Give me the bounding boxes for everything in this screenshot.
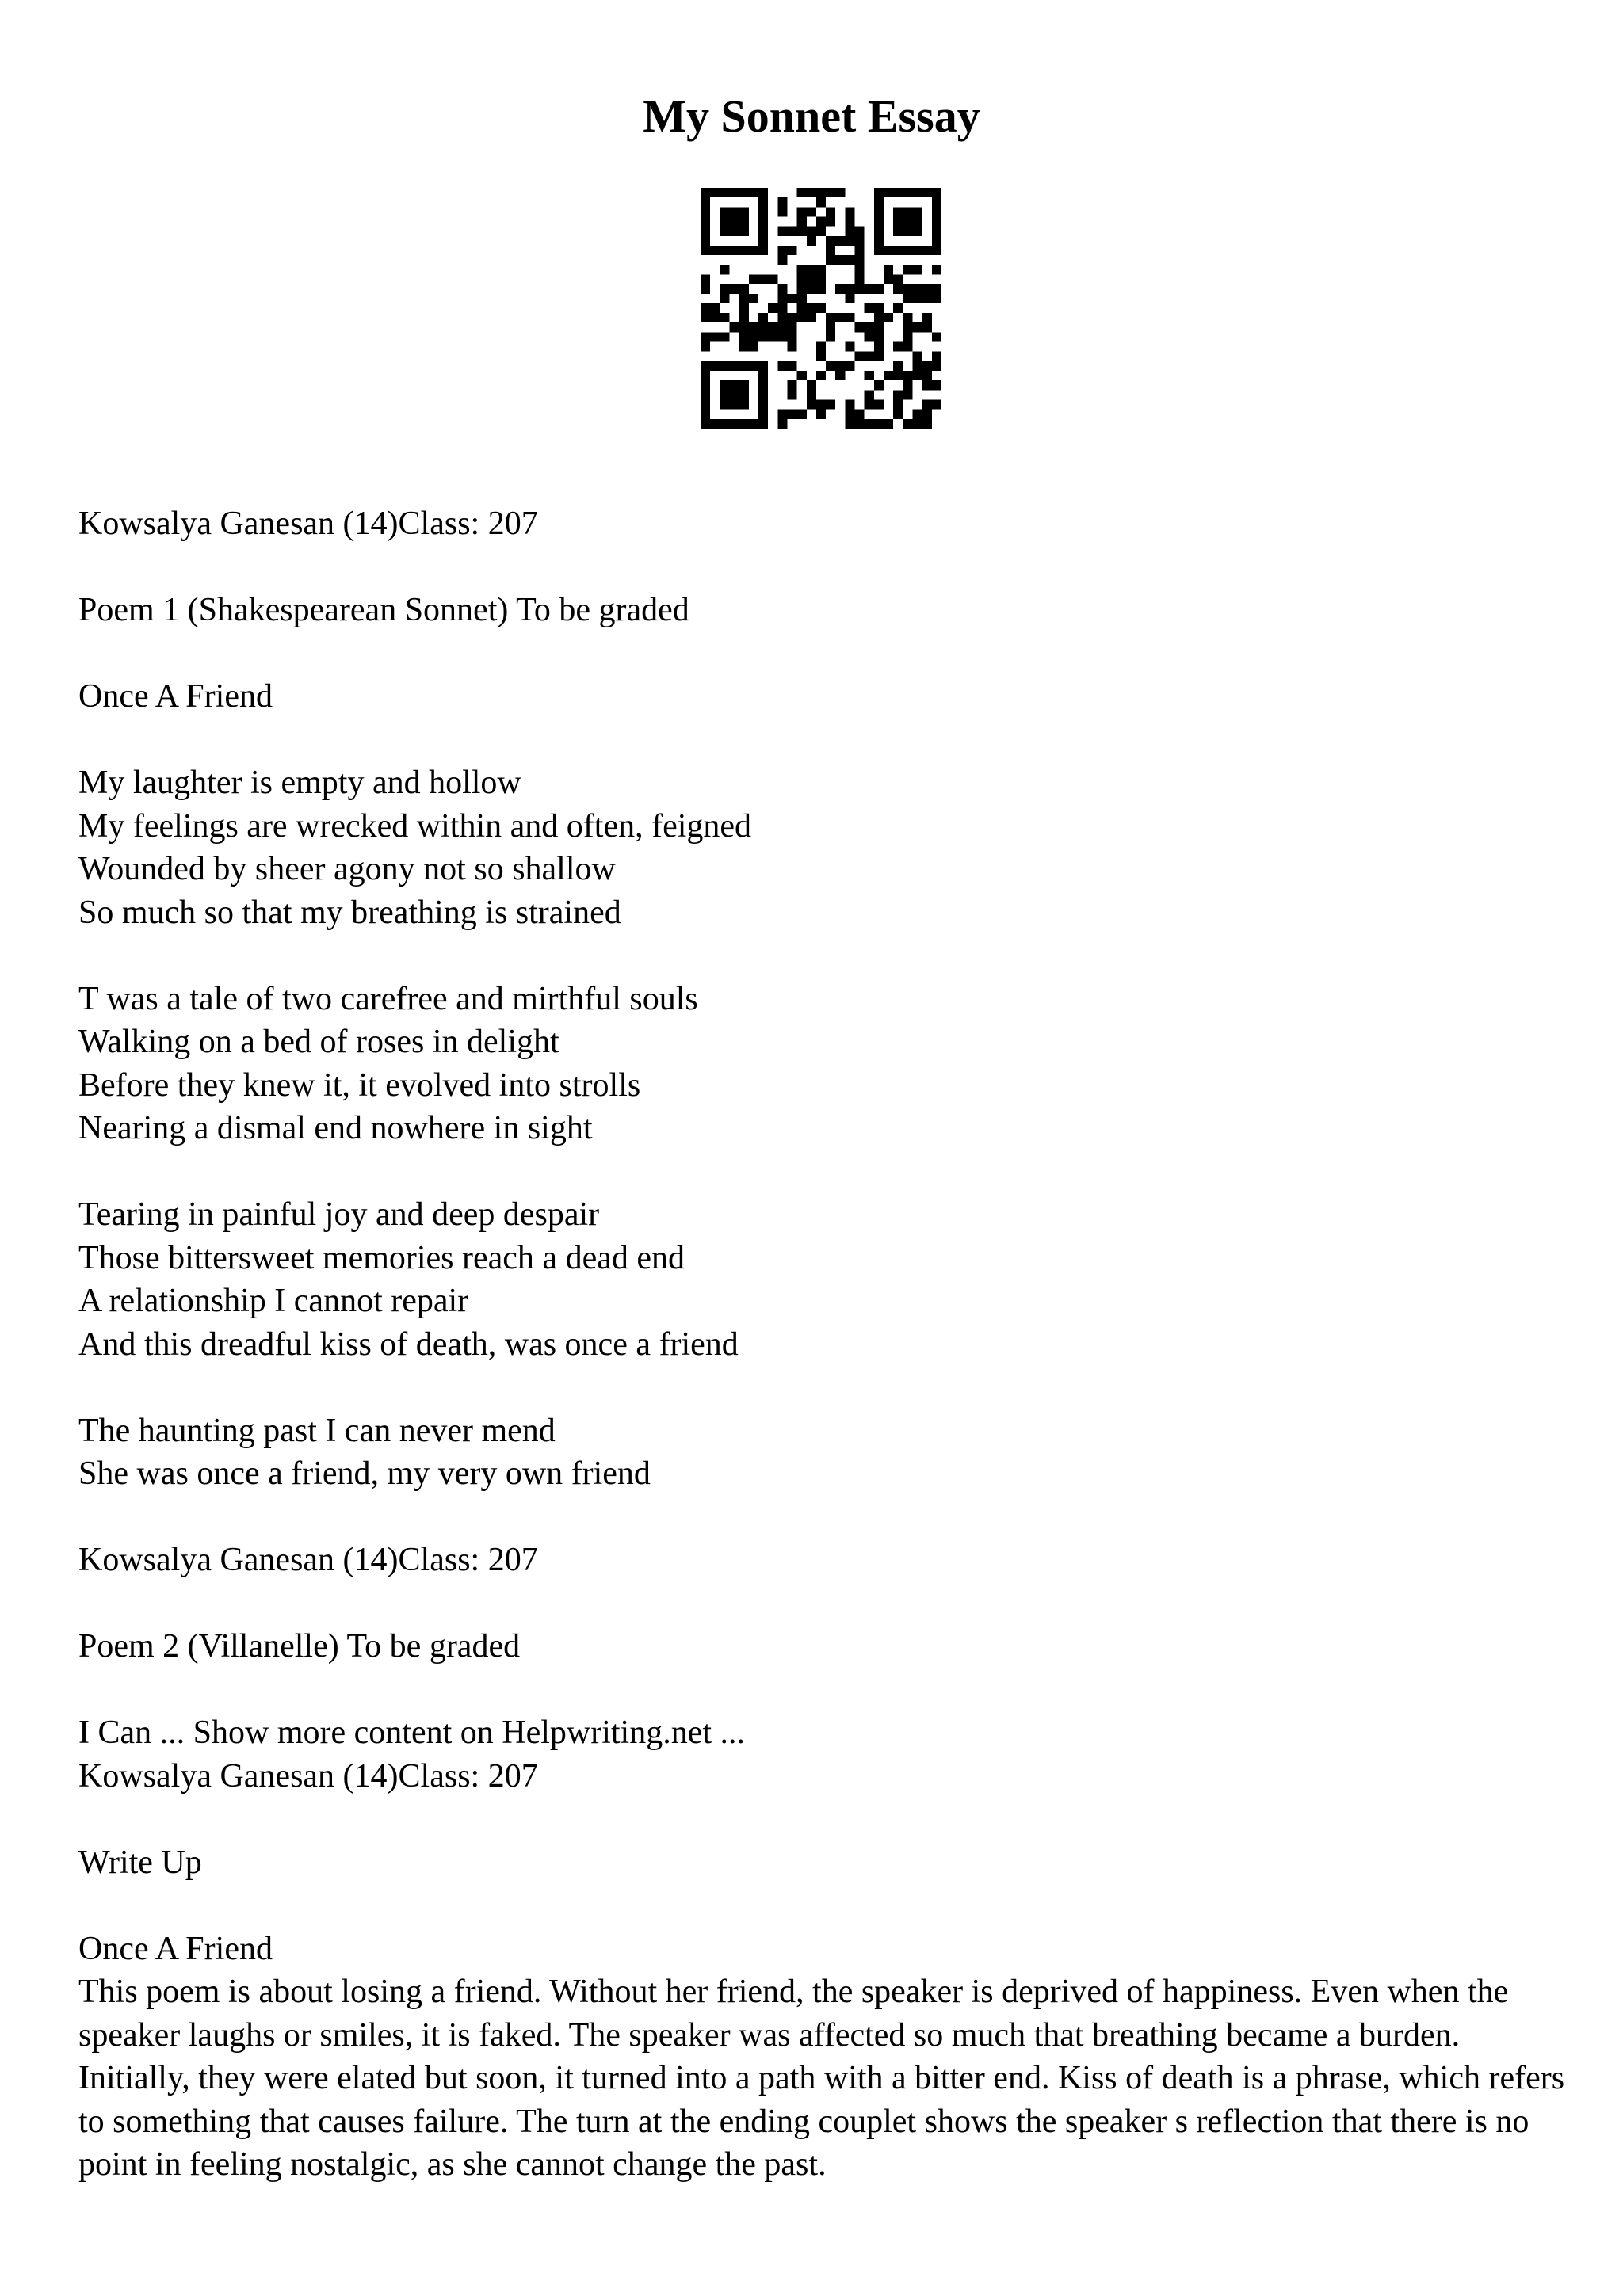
document-title: My Sonnet Essay [643, 90, 980, 142]
stanza [78, 978, 1568, 1150]
poem2-heading: Poem 2 (Villanelle) To be graded [78, 1628, 521, 1665]
poem-line: Walking on a bed of roses in delight [78, 1024, 559, 1060]
writeup-heading: Write Up [78, 1844, 202, 1881]
writeup-title: Once A Friend [78, 1930, 273, 1967]
poem-line: So much so that my breathing is strained [78, 894, 621, 931]
poem-line: Tearing in painful joy and deep despair [78, 1196, 600, 1233]
author-line-2: Kowsalya Ganesan (14)Class: 207 [78, 1542, 538, 1578]
writeup-paragraph: This poem is about losing a friend. Without her friend, the speaker is deprived of happiness. Even when the speaker laughs or smiles, it is faked. The speaker was affected so much that breathing became a burden. Initially, they were elated but soon, it turned into a path with a bitter end. Kiss of death is a phrase, which refers to something that causes failure. The turn at the ending couplet shows the speaker s reflection that there is no point in feeling nostalgic, as she cannot change the past. [78, 1974, 1565, 2183]
poem-line: Wounded by sheer agony not so shallow [78, 851, 616, 887]
author-line-3: Kowsalya Ganesan (14)Class: 207 [78, 1757, 538, 1794]
qr-code-icon [701, 188, 941, 429]
show-more-link[interactable]: I Can ... Show more content on Helpwriting.net ... [78, 1714, 746, 1751]
poem1-title: Once A Friend [78, 678, 273, 715]
poem-line: My laughter is empty and hollow [78, 765, 521, 801]
document-body [78, 502, 1568, 2187]
poem-line: A relationship I cannot repair [78, 1283, 469, 1319]
poem-line: T was a tale of two carefree and mirthful souls [78, 980, 698, 1017]
poem-line: My feelings are wrecked within and often, feigned [78, 807, 752, 845]
poem1-heading: Poem 1 (Shakespearean Sonnet) To be graded [78, 592, 689, 628]
poem-line: Those bittersweet memories reach a dead end [78, 1239, 685, 1276]
author-line: Kowsalya Ganesan (14)Class: 207 [78, 505, 538, 542]
poem-line: The haunting past I can never mend [78, 1412, 556, 1449]
stanza [78, 761, 1568, 934]
poem-line: Before they knew it, it evolved into strolls [78, 1066, 641, 1104]
poem-line: She was once a friend, my very own friend [78, 1455, 651, 1492]
poem-line: And this dreadful kiss of death, was once a friend [78, 1325, 739, 1363]
stanza [78, 1193, 1568, 1366]
poem-line: Nearing a dismal end nowhere in sight [78, 1110, 593, 1146]
couplet [78, 1409, 1568, 1496]
